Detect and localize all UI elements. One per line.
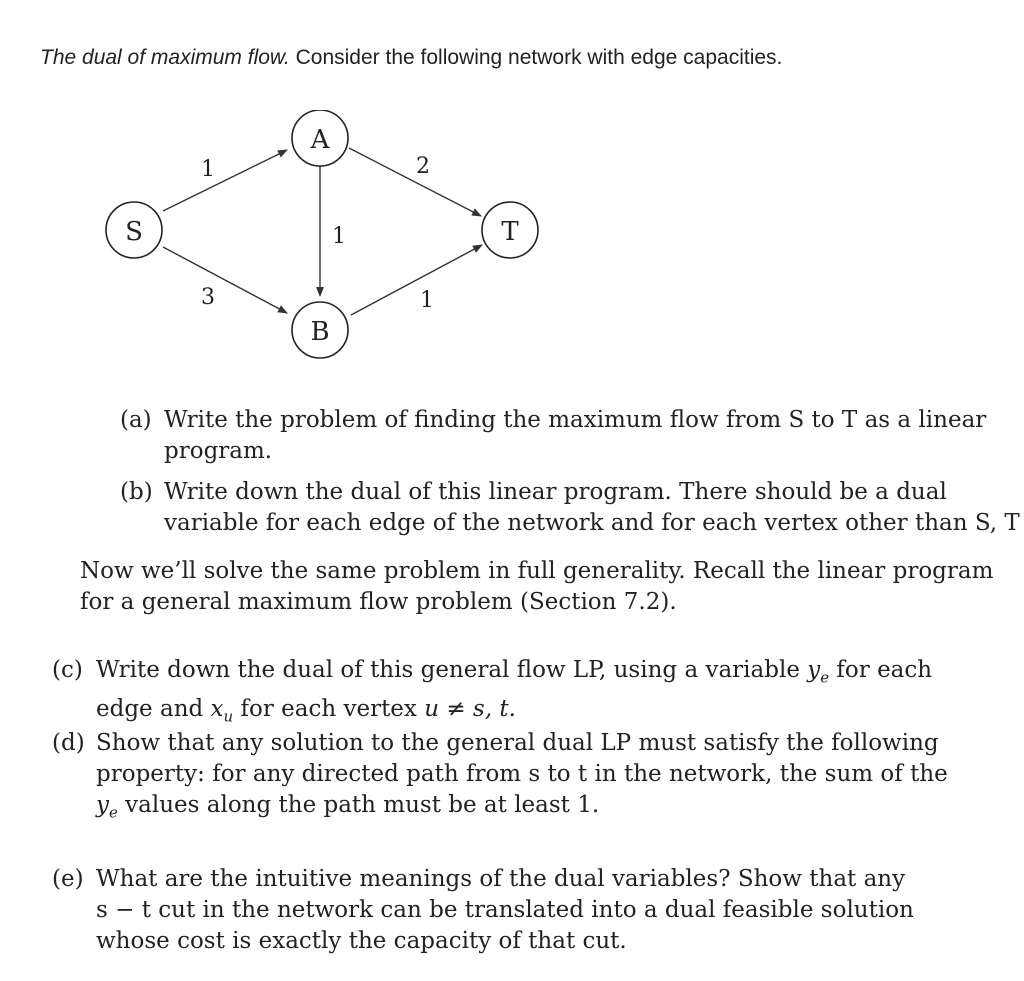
part-c-xu-sub: u (223, 707, 234, 726)
edge-a-t (349, 148, 481, 216)
part-d-line2: property: for any directed path from s to t in the network, the sum of the (96, 761, 948, 787)
edge-label-a-b: 1 (332, 224, 346, 249)
node-b-label: B (310, 317, 330, 347)
part-c-line1b: for each (836, 657, 933, 683)
part-b-label: (b) (120, 479, 153, 505)
part-c-xu-base: x (210, 695, 224, 722)
general-line2: for a general maximum flow problem (Section 7.2). (80, 589, 677, 615)
part-a-line1: Write the problem of finding the maximum flow from S to T as a linear (164, 407, 987, 433)
part-c-xu (210, 695, 234, 726)
part-a-label: (a) (120, 407, 152, 433)
edge-label-s-b: 3 (201, 285, 215, 310)
part-e-line3: whose cost is exactly the capacity of that cut. (96, 928, 627, 954)
edge-s-b (163, 247, 287, 313)
node-b (292, 302, 348, 358)
node-a (292, 110, 348, 166)
problem-heading: The dual of maximum flow. (40, 46, 290, 69)
part-b (120, 477, 1020, 539)
general-line1: Now we’ll solve the same problem in full generality. Recall the linear program (80, 558, 994, 584)
part-a-line2: program. (164, 438, 273, 464)
part-d-line1: Show that any solution to the general dual LP must satisfy the following (96, 730, 939, 756)
problem-intro-text: Consider the following network with edge capacities. (295, 46, 783, 69)
edge-b-t (351, 245, 482, 315)
part-d (52, 728, 948, 829)
part-c (52, 655, 932, 732)
node-s-label: S (125, 217, 143, 247)
part-c-label: (c) (52, 657, 83, 683)
part-e-line1: What are the intuitive meanings of the dual variables? Show that any (96, 866, 906, 892)
node-t (482, 202, 538, 258)
part-d-ye (96, 792, 118, 822)
part-d-label: (d) (52, 730, 85, 756)
edge-label-a-t: 2 (416, 154, 430, 179)
part-c-line2b: for each vertex (240, 695, 417, 722)
part-b-line2: variable for each edge of the network and for each vertex other than S, T (164, 510, 1020, 536)
part-b-line1: Write down the dual of this linear program. There should be a dual (164, 479, 947, 505)
node-s (106, 202, 162, 258)
part-c-line2a: edge and (96, 695, 204, 722)
edge-label-s-a: 1 (201, 157, 215, 182)
network-graph (90, 110, 560, 370)
part-c-ye (807, 657, 830, 687)
node-a-label: A (310, 125, 330, 155)
node-t-label: T (501, 217, 519, 247)
part-c-vertex-math: u ≠ s, t. (424, 695, 516, 722)
part-c-line1a: Write down the dual of this general flow LP, using a variable (96, 657, 800, 683)
part-e-label: (e) (52, 866, 84, 892)
part-e (52, 864, 914, 957)
part-d-line3: values along the path must be at least 1. (125, 792, 600, 818)
part-d-ye-base: y (96, 792, 109, 818)
part-c-ye-base: y (807, 657, 821, 683)
part-d-ye-sub: e (109, 803, 118, 822)
part-a (120, 405, 986, 467)
part-e-line2: s − t cut in the network can be translated into a dual feasible solution (96, 897, 914, 923)
part-c-ye-sub: e (820, 668, 830, 687)
general-paragraph (80, 556, 993, 618)
problem-intro (40, 44, 782, 72)
edge-s-a (163, 150, 287, 211)
edge-label-b-t: 1 (420, 288, 434, 313)
